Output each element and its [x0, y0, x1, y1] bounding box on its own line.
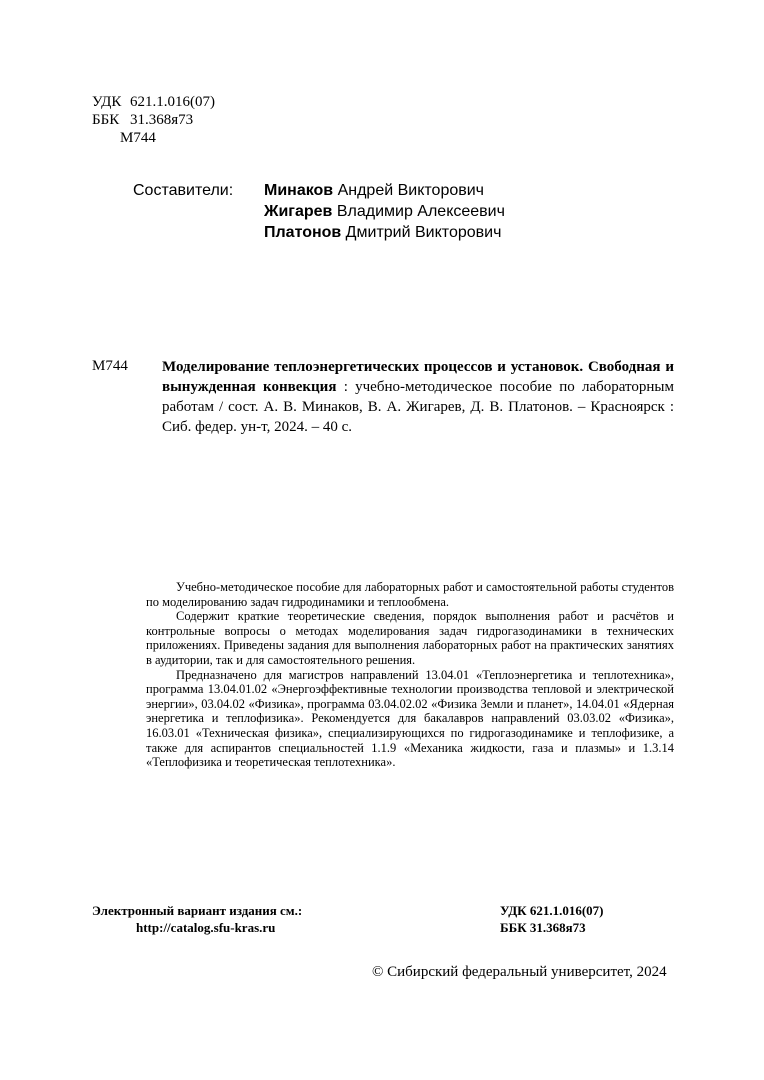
- electronic-edition: [92, 902, 302, 936]
- footer-udk: УДК 621.1.016(07): [500, 903, 604, 918]
- book-imprint: : учебно-методическое пособие по лабораторным работам / сост. А. В. Минаков, В. А. Жигарев, Д. В. Платонов. – Красноярск : Сиб. федер. ун-т, 2024. – 40 с.: [162, 379, 674, 435]
- annotation-paragraph: Предназначено для магистров направлений 13.04.01 «Теплоэнергетика и теплотехника», программа 13.04.01.02 «Энергоэффективные технологии производства тепловой и электрической энергии», 03.04.02 «Физика», программа 03.04.02.02 «Физика Земли и планет», 14.04.01 «Ядерная энергетика и теплофизика». Рекомендуется для бакалавров направлений 03.03.02 «Физика», 16.03.01 «Техническая физика», специализирующихся по гидрогазодинамике и теплофизике, а также для аспирантов специальностей 1.1.9 «Механика жидкости, газа и плазмы» и 1.3.14 «Теплофизика и теоретическая теплотехника».: [146, 667, 674, 770]
- footer-classification: [500, 902, 604, 936]
- electronic-label: Электронный вариант издания см.:: [92, 903, 303, 918]
- bbk-label: ББК: [92, 112, 120, 128]
- udk-value: 621.1.016(07): [130, 94, 215, 110]
- compiler-given-names: Дмитрий Викторович: [341, 224, 502, 241]
- compiler-surname: Жигарев: [264, 203, 333, 220]
- bibliographic-description: [162, 357, 674, 437]
- udk-row: [92, 93, 215, 111]
- annotation-paragraph: Учебно-методическое пособие для лабораторных работ и самостоятельной работы студентов по моделированию задач гидродинамики и теплообмена.: [146, 580, 674, 609]
- bbk-row: [92, 111, 215, 129]
- bib-author-mark: М744: [92, 358, 128, 374]
- compilers-label: Составители:: [133, 182, 234, 199]
- catalog-link[interactable]: http://catalog.sfu-kras.ru: [136, 920, 276, 935]
- compiler-name: [264, 180, 505, 201]
- author-mark: М744: [120, 130, 156, 146]
- bbk-value: 31.368я73: [130, 112, 194, 128]
- compiler-given-names: Андрей Викторович: [333, 182, 485, 199]
- annotation: [146, 580, 674, 770]
- compilers-list: [264, 180, 505, 243]
- footer-bbk: ББК 31.368я73: [500, 920, 586, 935]
- book-title: Моделирование теплоэнергетических процессов и установок. Свободная и вынужденная конвекция: [162, 359, 674, 395]
- compiler-name: [264, 201, 505, 222]
- compiler-surname: Платонов: [264, 224, 342, 241]
- compiler-surname: Минаков: [264, 182, 334, 199]
- classification-block: [92, 93, 215, 147]
- annotation-paragraph: Содержит краткие теоретические сведения, порядок выполнения работ и расчётов и контрольные вопросы о методах моделирования задач гидрогазодинамики в технических приложениях. Приведены задания для выполнения лабораторных работ на практических занятиях в аудитории, так и для самостоятельного решения.: [146, 609, 674, 667]
- udk-label: УДК: [92, 94, 122, 110]
- compiler-given-names: Владимир Алексеевич: [332, 203, 505, 220]
- compiler-name: [264, 222, 505, 243]
- copyright: © Сибирский федеральный университет, 2024: [372, 964, 667, 980]
